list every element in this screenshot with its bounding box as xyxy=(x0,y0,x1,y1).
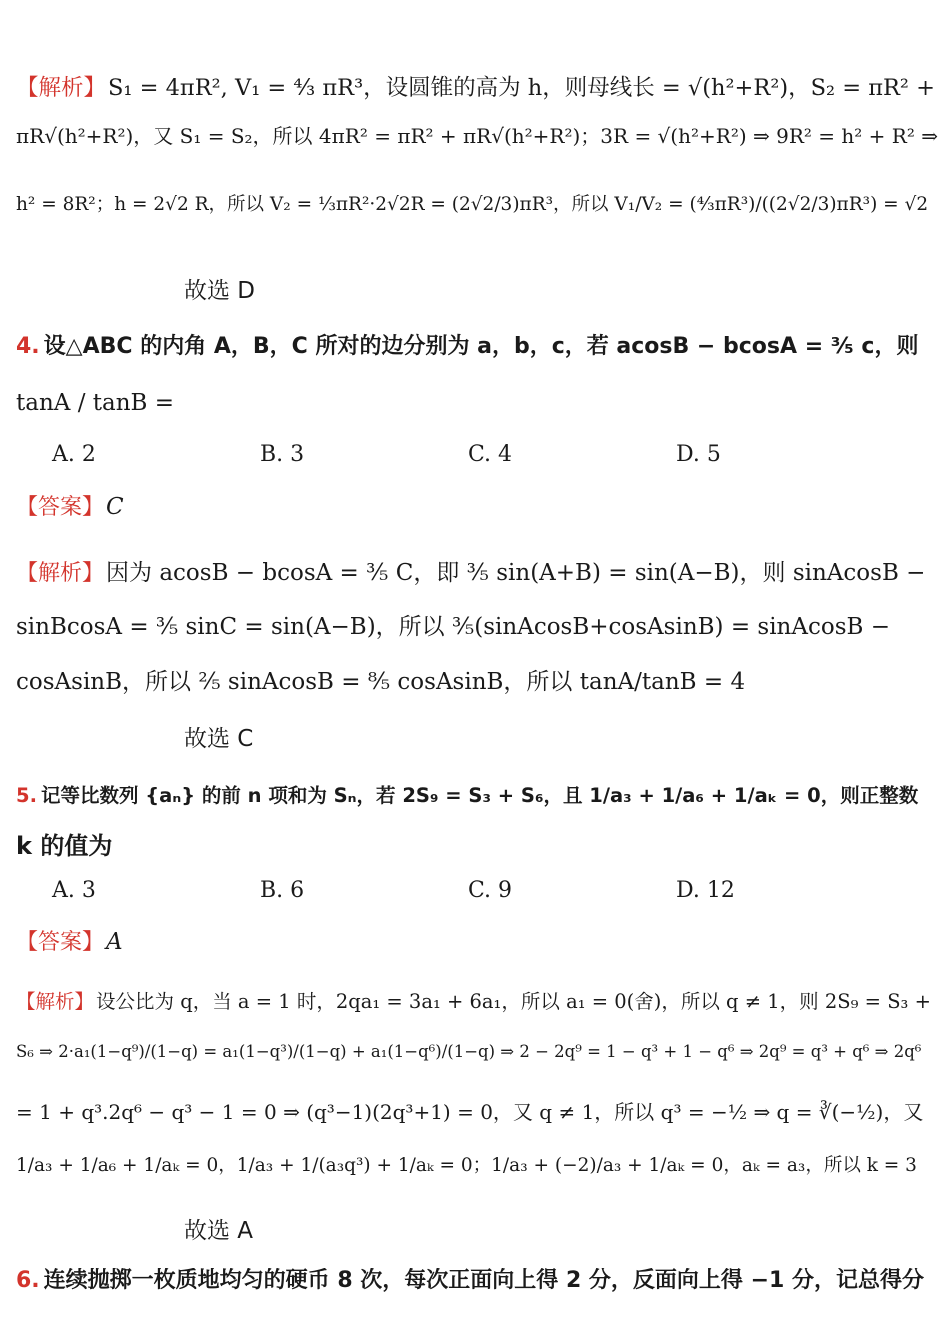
analysis-line-3 xyxy=(16,196,934,215)
answer-line xyxy=(16,931,934,954)
analysis-text: h² = 8R²；h = 2√2 R，所以 V₂ = ⅓πR²·2√2R = (2√2/3)πR³，所以 V₁/V₂ = (⁴⁄₃πR³)/((2√2/3)πR³) = √2 xyxy=(16,194,929,215)
option-c: C. 4 xyxy=(468,442,513,467)
answer-value: A xyxy=(106,929,123,955)
option-d: D. 12 xyxy=(676,878,735,903)
solution-5-line-1: 【解析】 设公比为 q，当 a = 1 时，2qa₁ = 3a₁ + 6a₁，所以 a₁ = 0(舍)，所以 q ≠ 1，则 2S₉ = S₃ + xyxy=(16,990,931,1013)
question-5-line-2 xyxy=(16,834,934,858)
option-a: A. 2 xyxy=(52,442,96,467)
question-text: 设△ABC 的内角 A，B，C 所对的边分别为 a，b，c，若 acosB − bcosA = ³⁄₅ c，则 xyxy=(43,334,919,359)
question-text: 连续抛掷一枚质地均匀的硬币 8 次，每次正面向上得 2 分，反面向上得 −1 分，记总得分 xyxy=(43,1268,924,1293)
question-number: 5. xyxy=(16,784,37,807)
question-4-line-2 xyxy=(16,392,934,415)
analysis-tag: 【解析】 xyxy=(16,990,95,1013)
option-d: D. 5 xyxy=(676,442,721,467)
option-b: B. 6 xyxy=(260,878,305,903)
question-text: 记等比数列 {aₙ} 的前 n 项和为 Sₙ，若 2S₉ = S₃ + S₆，且 1/a₃ + 1/a₆ + 1/aₖ = 0，则正整数 xyxy=(40,784,919,807)
question-number: 4. xyxy=(16,334,40,359)
solution-4-line-3: cosAsinB，所以 ²⁄₅ sinAcosB = ⁸⁄₅ cosAsinB，所以 tanA/tanB = 4 xyxy=(16,669,746,695)
solution-5-line-4: 1/a₃ + 1/a₆ + 1/aₖ = 0，1/a₃ + 1/(a₃q³) + 1/aₖ = 0；1/a₃ + (−2)/a₃ + 1/aₖ = 0，aₖ = a₃，所以 k = 3 xyxy=(16,1155,917,1176)
question-5-line-1 xyxy=(16,786,934,806)
solution-5-line-2: S₆ ⇒ 2·a₁(1−q⁹)/(1−q) = a₁(1−q³)/(1−q) + a₁(1−q⁶)/(1−q) ⇒ 2 − 2q⁹ = 1 − q³ + 1 − q⁶ ⇒ 2q⁹ = q³ + q⁶ ⇒ 2q⁶ xyxy=(16,1042,922,1061)
answer-value: C xyxy=(106,494,124,520)
question-6-line-1 xyxy=(16,1268,934,1294)
question-text: tanA / tanB = xyxy=(16,390,175,416)
conclusion: 故选 A xyxy=(184,1218,254,1244)
answer-line xyxy=(16,496,934,519)
analysis-tag: 【解析】 xyxy=(16,75,107,101)
question-4-line-1 xyxy=(16,336,934,358)
analysis-tag: 【解析】 xyxy=(16,560,105,586)
solution-4-line-2: sinBcosA = ³⁄₅ sinC = sin(A−B)，所以 ³⁄₅(sinAcosB+cosAsinB) = sinAcosB − xyxy=(16,614,890,640)
analysis-text: πR√(h²+R²)，又 S₁ = S₂，所以 4πR² = πR² + πR√(h²+R²)；3R = √(h²+R²) ⇒ 9R² = h² + R² ⇒ xyxy=(16,124,938,148)
solution-5-line-3: = 1 + q³.2q⁶ − q³ − 1 = 0 ⇒ (q³−1)(2q³+1) = 0，又 q ≠ 1，所以 q³ = −½ ⇒ q = ∛(−½)，又 xyxy=(16,1100,924,1124)
conclusion: 故选 C xyxy=(184,726,254,752)
option-b: B. 3 xyxy=(260,442,305,467)
question-text: k 的值为 xyxy=(16,832,113,860)
analysis-line-1 xyxy=(16,77,934,100)
answer-tag: 【答案】 xyxy=(16,929,105,955)
analysis-text: S₁ = 4πR², V₁ = ⁴⁄₃ πR³，设圆锥的高为 h，则母线长 = √(h²+R²)，S₂ = πR² + xyxy=(108,75,935,101)
option-c: C. 9 xyxy=(468,878,513,903)
analysis-line-2 xyxy=(16,124,938,148)
question-number: 6. xyxy=(16,1268,40,1293)
solution-4-line-1: 【解析】 因为 acosB − bcosA = ³⁄₅ C，即 ³⁄₅ sin(A+B) = sin(A−B)，则 sinAcosB − xyxy=(16,560,926,586)
option-a: A. 3 xyxy=(52,878,96,903)
answer-tag: 【答案】 xyxy=(16,494,105,520)
conclusion: 故选 D xyxy=(184,278,256,304)
